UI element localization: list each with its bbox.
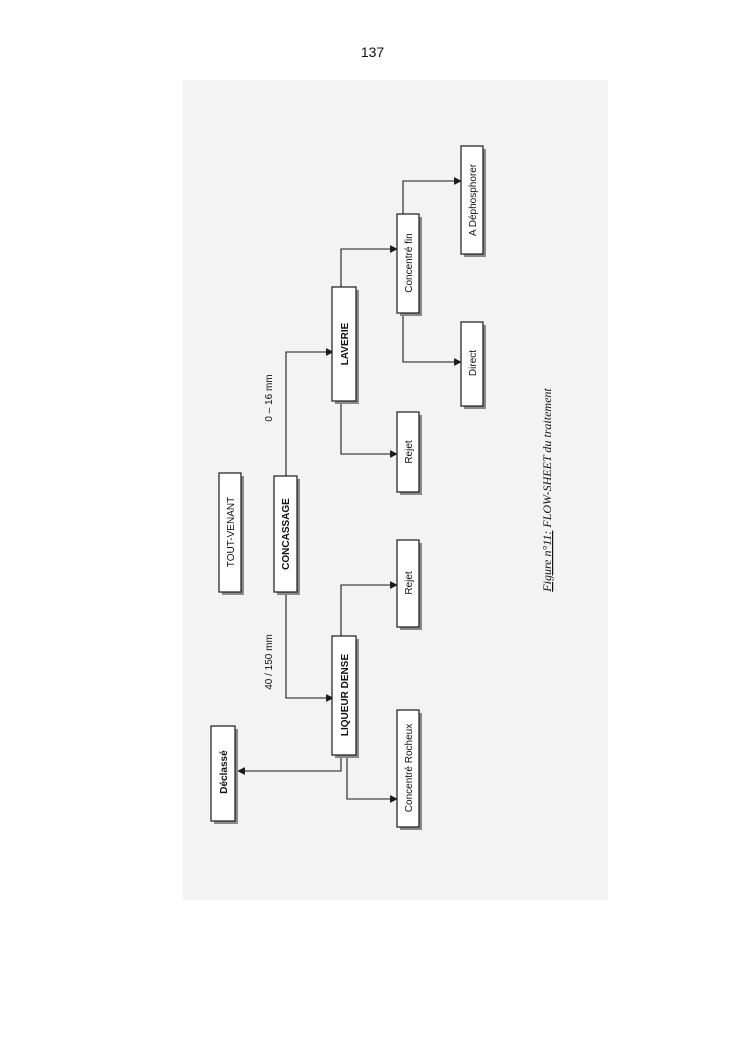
node-liqueur-dense [332,636,359,758]
caption-figure-ref: Figure n°11: [540,530,554,592]
node-rejet-liqueur-label: Rejet [404,571,415,595]
node-rejet-laverie [397,412,422,495]
node-concentre-rocheux-label: Concentré Rocheux [404,723,415,813]
node-rejet-laverie-label: Rejet [404,440,415,464]
edge-laverie-concentre-fin [341,249,397,287]
edge-liqueur-declasse [238,755,341,771]
node-laverie-label: LAVERIE [340,322,351,366]
node-direct [461,322,486,409]
node-a-dephosphorer-label: A Déphosphorer [468,163,479,237]
edge-laverie-rejet [341,401,397,454]
edge-concentre-direct [403,313,461,362]
node-tout-venant [219,473,244,595]
page-number: 137 [360,44,385,60]
edge-concassage-liqueur [286,593,333,698]
figure-caption [540,388,554,593]
node-liqueur-dense-label: LIQUEUR DENSE [340,653,351,737]
node-tout-venant-label: TOUT-VENANT [226,496,237,568]
edge-liqueur-concentre-rocheux [347,755,397,799]
edge-concassage-laverie [286,352,333,476]
node-concentre-fin [397,214,422,316]
node-concassage-label: CONCASSAGE [281,498,292,570]
caption-text: FLOW-SHEET du traitement [540,388,554,531]
node-a-dephosphorer [461,146,486,257]
edge-label-coarse: 40 / 150 mm [264,634,275,690]
node-declasse [211,726,238,824]
edge-concentre-dephosphorer [403,181,461,214]
node-concentre-rocheux [397,710,422,830]
node-concassage [274,476,300,595]
node-direct-label: Direct [468,349,479,377]
node-concentre-fin-label: Concentré fin [404,233,415,293]
edge-liqueur-rejet [341,585,397,636]
node-rejet-liqueur [397,540,422,630]
node-laverie [332,287,359,404]
edge-label-fine: 0 – 16 mm [264,374,275,422]
node-declasse-label: Déclassé [219,750,230,794]
